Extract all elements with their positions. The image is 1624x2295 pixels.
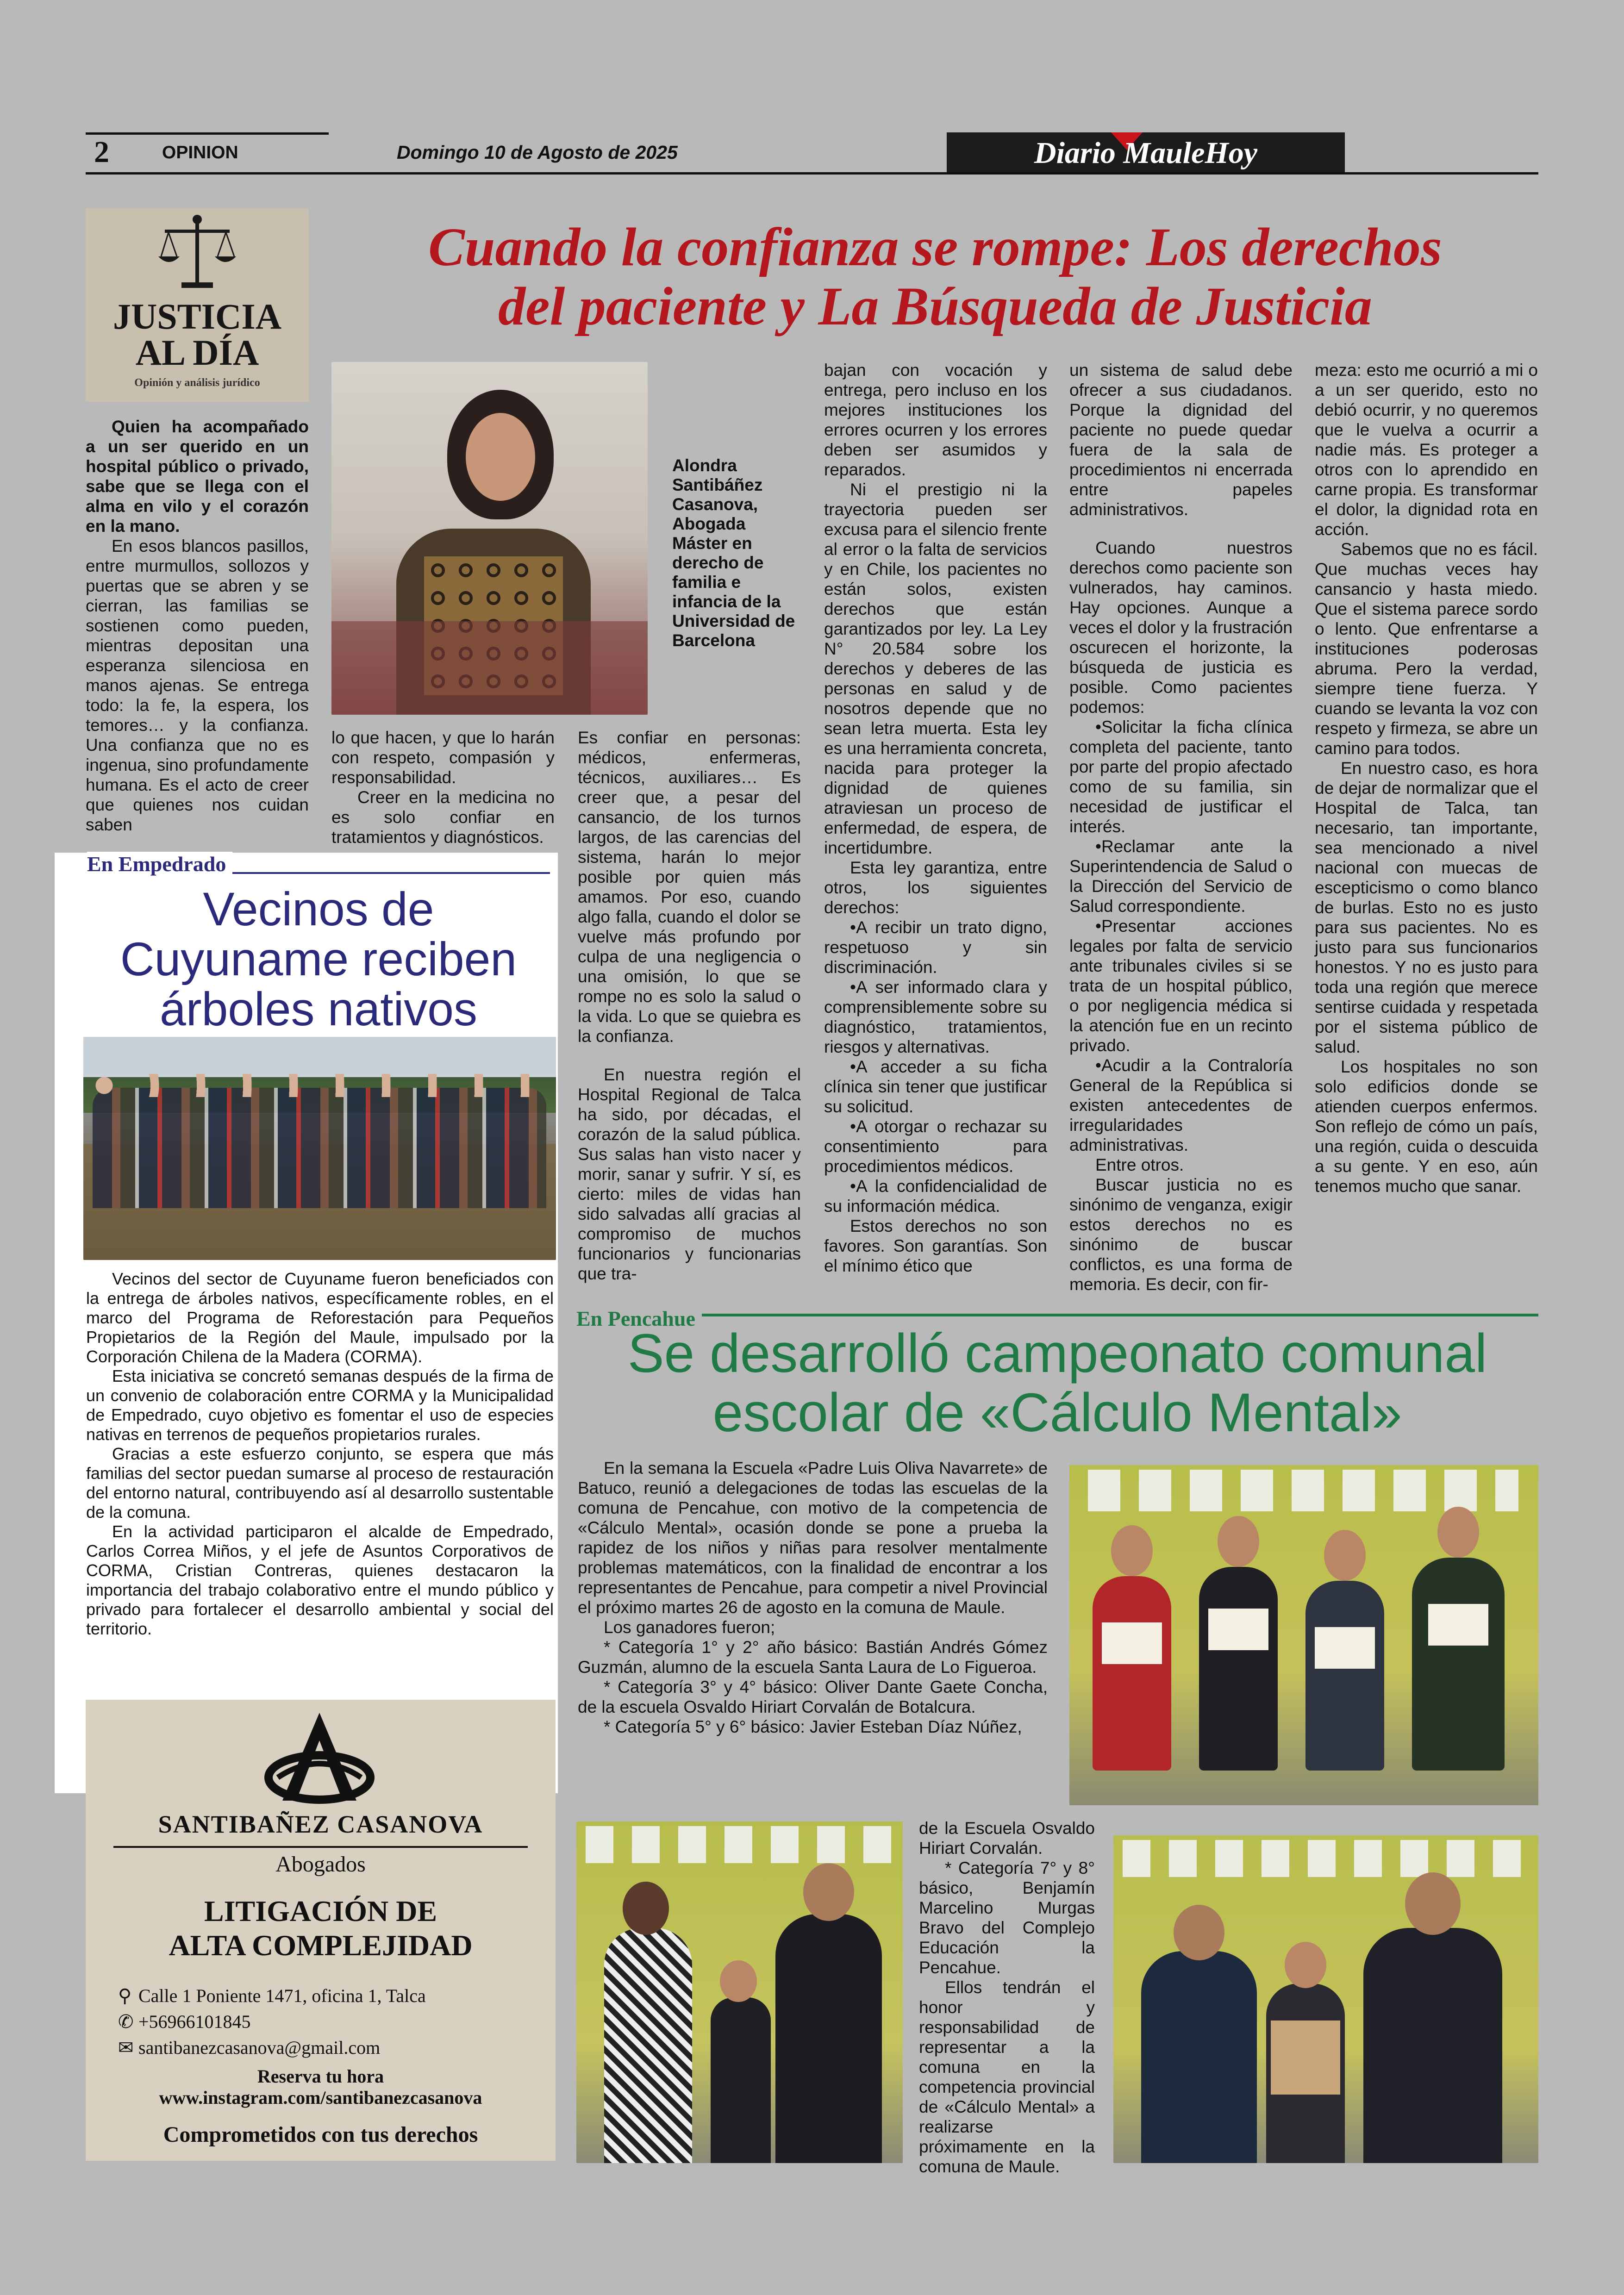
ad-cta: Reserva tu hora: [257, 2066, 384, 2087]
pencahue-winner: * Categoría 7° y 8° básico, Benjamín Marcelino Murgas Bravo del Complejo Educación la Pencahue.: [919, 1858, 1095, 1977]
empedrado-box: [55, 853, 558, 1793]
main-headline: [324, 218, 1546, 336]
article-column-6: [1315, 360, 1538, 1196]
ad-instagram: www.instagram.com/santibanezcasanova: [159, 2087, 482, 2108]
ad-phone-row: [118, 2009, 535, 2035]
empedrado-text: [86, 1269, 554, 1639]
pencahue-kicker: En Pencahue: [576, 1306, 702, 1331]
article-column-2: [331, 728, 555, 847]
phone-icon: ✆: [118, 2011, 134, 2032]
empedrado-paragraph: En la actividad participaron el alcalde de Empedrado, Carlos Correa Miños, y el jefe de Asuntos Corporativos de CORMA, Cristian Contreras, quienes destacaron la importancia del trabajo colaborativo entre el mundo público y privado para fortalecer el desarrollo ambiental y social del territorio.: [86, 1522, 554, 1638]
page-number: 2: [94, 135, 109, 169]
author-photo: [331, 362, 648, 715]
article-paragraph: En nuestra región el Hospital Regional de Talca ha sido, por décadas, el corazón de la salud pública. Sus salas han visto nacer y morir, sanar y sufrir. Y sí, es cierto: miles de vidas han sido salvadas allí gracias al compromiso de muchos funcionarios y funcionarias que tra-: [578, 1065, 801, 1283]
ad-subtitle: Abogados: [275, 1852, 366, 1877]
article-paragraph: Cuando nuestros derechos como paciente son vulnerados, hay caminos. Hay opciones. Aunque a veces el dolor y la frustración oscurecen el horizonte, la búsqueda de justicia es posible. Como pacientes podemos:: [1069, 538, 1293, 717]
rights-bullet: •A acceder a su ficha clínica sin tener que justificar su solicitud.: [824, 1057, 1047, 1116]
pencahue-text-main: [578, 1458, 1048, 1737]
header-rule-short: [86, 132, 329, 135]
action-bullet: •Acudir a la Contraloría General de la República si existen antecedentes de irregularidades administrativas.: [1069, 1056, 1293, 1154]
action-bullet: •Reclamar ante la Superintendencia de Salud o la Dirección del Servicio de Salud correspondiente.: [1069, 837, 1293, 916]
article-column-1: [86, 417, 309, 835]
pencahue-photo-winners: [1069, 1465, 1538, 1805]
article-paragraph: En esos blancos pasillos, entre murmullos, sollozos y puertas que se abren y se cierran, las familias se sostienen como pueden, mientras depositan una esperanza silenciosa en manos ajenas. Se entrega todo: la fe, la espera, los temores… y la confianza. Una confianza que no es ingenua, sino profundamente humana. Es el acto de creer que quienes nos cuidan saben: [86, 536, 309, 834]
logo-line1: JUSTICIA: [112, 296, 282, 337]
empedrado-headline: [87, 884, 550, 1034]
article-paragraph: Sabemos que no es fácil. Que muchas veces hay cansancio y hasta miedo. Que el sistema parece sordo o lento. Que enfrentarse a instituciones poderosas abruma. Pero la verdad, siempre tiene fuerza. Y cuando se levanta la voz con respeto y firmeza, se abre un camino para todos.: [1315, 540, 1538, 758]
monogram-logo-icon: [250, 1708, 389, 1810]
ad-email-row: [118, 2035, 535, 2061]
masthead-title: Diario MauleHoy: [1034, 136, 1258, 170]
article-paragraph: meza: esto me ocurrió a mi o a un ser querido, esto no debió ocurrir, y no queremos que le vuelva a ocurrir a nadie más. Es proteger a otros con lo aprendido en carne propia. Es transformar el dolor, la dignidad rota en acción.: [1315, 361, 1538, 539]
law-firm-ad: [86, 1700, 556, 2161]
empedrado-photo: [83, 1037, 556, 1260]
pencahue-winner: * Categoría 3° y 4° básico: Oliver Dante Gaete Concha, de la escuela Osvaldo Hiriart Corvalán de Botalcura.: [578, 1678, 1048, 1716]
pencahue-photo-right: [1113, 1835, 1538, 2163]
article-paragraph: Buscar justicia no es sinónimo de venganza, exigir estos derechos no es sinónimo de buscar conflictos, es una forma de memoria. Es decir, con fir-: [1069, 1175, 1293, 1294]
article-paragraph: bajan con vocación y entrega, pero incluso en los mejores instituciones los errores ocurren y los errores deben ser asumidos y reparados.: [824, 361, 1047, 479]
empedrado-paragraph: Esta iniciativa se concretó semanas después de la firma de un convenio de colaboración entre CORMA y la Municipalidad de Empedrado, cuyo objetivo es fomentar el uso de especies nativas en terrenos de pequeños propietarios rurales.: [86, 1366, 554, 1444]
main-headline-line2: del paciente y La Búsqueda de Justicia: [498, 276, 1372, 337]
pencahue-headline: [576, 1324, 1538, 1442]
ad-slogan: Comprometidos con tus derechos: [163, 2122, 478, 2147]
article-column-5: [1069, 360, 1293, 1294]
ad-phone: +56966101845: [138, 2011, 251, 2032]
article-column-4: [824, 360, 1047, 1276]
article-paragraph: Creer en la medicina no es solo confiar en tratamientos y diagnósticos.: [331, 788, 555, 847]
pencahue-paragraph: de la Escuela Osvaldo Hiriart Corvalán.: [919, 1819, 1095, 1858]
date-line: Domingo 10 de Agosto de 2025: [397, 142, 678, 163]
pencahue-photo-left: [576, 1821, 903, 2163]
article-paragraph: Estos derechos no son favores. Son garantías. Son el mínimo ético que: [824, 1216, 1047, 1275]
article-paragraph: lo que hacen, y que lo harán con respeto, compasión y responsabilidad.: [331, 728, 555, 787]
article-paragraph: Entre otros.: [1095, 1155, 1184, 1174]
header-rule: [86, 172, 1538, 175]
pencahue-headline-line1: Se desarrolló campeonato comunal: [627, 1323, 1487, 1384]
article-paragraph: Ni el prestigio ni la trayectoria pueden ser excusa para el silencio frente al error o la falta de servicios y en Chile, los pacientes no están solos, existen derechos que están garantizados por ley. La Ley N° 20.584 sobre los derechos y deberes de las personas en salud y de nosotros depende que no sean letra muerta. Esta ley es una herramienta concreta, nacida para proteger la dignidad de quienes atraviesan un proceso de enfermedad, de espera, de incertidumbre.: [824, 480, 1047, 857]
empedrado-headline-line3: árboles nativos: [159, 983, 478, 1035]
masthead: [947, 132, 1345, 172]
ad-firm-name: SANTIBAÑEZ CASANOVA: [158, 1810, 483, 1838]
action-bullet: •Presentar acciones legales por falta de servicio ante tribunales civiles si se trata de un hospital público, o por negligencia médica si la atención fue en un recinto privado.: [1069, 917, 1293, 1055]
page-header: [86, 130, 1538, 176]
main-headline-line1: Cuando la confianza se rompe: Los derechos: [428, 217, 1442, 277]
article-paragraph: Los hospitales no son solo edificios donde se atienden cuerpos enfermos. Son reflejo de cómo un país, una región, cuida o descuida a su gente. Y en eso, aún tenemos mucho que sanar.: [1315, 1057, 1538, 1196]
justicia-logo: [86, 208, 309, 402]
email-icon: ✉: [118, 2037, 134, 2058]
article-paragraph: Es confiar en personas: médicos, enfermeras, técnicos, auxiliares… Es creer que, a pesar del cansancio, de los turnos largos, de las carencias del sistema, harán lo mejor posible por quien más amamos. Por eso, cuando algo falla, cuando el dolor se vuelve más profundo por culpa de una negligencia o una omisión, lo que se rompe no es solo la salud o la vida. Lo que se quiebra es la confianza.: [578, 728, 801, 1046]
pencahue-paragraph: En la semana la Escuela «Padre Luis Oliva Navarrete» de Batuco, reunió a delegaciones de todas las escuelas de la comuna de Pencahue, con motivo de la competencia de «Cálculo Mental», ocasión donde se pone a prueba la rapidez de los niños y niñas para resolver mentalmente problemas matemáticos, con la finalidad de encontrar a los representantes de Pencahue, para competir a nivel Provincial el próximo martes 26 de agosto en la comuna de Maule.: [578, 1459, 1048, 1617]
rights-bullet: •A recibir un trato digno, respetuoso y sin discriminación.: [824, 918, 1047, 977]
rights-bullet: •A ser informado clara y comprensiblemente sobre su diagnóstico, tratamientos, riesgos y alternativas.: [824, 978, 1047, 1056]
ad-headline-line1: LITIGACIÓN DE: [204, 1895, 437, 1927]
ad-address: Calle 1 Poniente 1471, oficina 1, Talca: [138, 1985, 426, 2006]
ad-contact-list: [118, 1983, 535, 2061]
empedrado-paragraph: Vecinos del sector de Cuyuname fueron beneficiados con la entrega de árboles nativos, específicamente robles, en el marco del Programa de Reforestación para Pequeños Propietarios de la Región del Maule, impulsado por la Corporación Chilena de la Madera (CORMA).: [86, 1269, 554, 1366]
ad-divider: [113, 1846, 528, 1848]
pencahue-rule: [576, 1314, 1538, 1316]
logo-tagline: Opinión y análisis jurídico: [134, 377, 260, 389]
pencahue-text-narrow: [919, 1818, 1095, 2177]
article-lead: Quien ha acompañado a un ser querido en un hospital público o privado, sabe que se llega con el alma en vilo y el corazón en la mano.: [86, 417, 309, 536]
ad-email: santibanezcasanova@gmail.com: [138, 2037, 381, 2058]
rights-bullet: •A otorgar o rechazar su consentimiento para procedimientos médicos.: [824, 1117, 1047, 1176]
pencahue-winner: * Categoría 5° y 6° básico: Javier Esteban Díaz Núñez,: [604, 1717, 1022, 1736]
pencahue-winner: * Categoría 1° y 2° año básico: Bastián Andrés Gómez Guzmán, alumno de la escuela Santa Laura de Lo Figueroa.: [578, 1638, 1048, 1677]
empedrado-headline-line1: Vecinos de: [203, 883, 434, 935]
pencahue-paragraph: Los ganadores fueron;: [604, 1618, 775, 1637]
ad-headline-line2: ALTA COMPLEJIDAD: [169, 1929, 473, 1962]
empedrado-kicker: En Empedrado: [87, 852, 232, 876]
author-caption: Alondra Santibáñez Casanova, Abogada Máster en derecho de familia e infancia de la Universidad de Barcelona: [672, 456, 795, 650]
section-label: OPINION: [162, 143, 238, 162]
scales-of-justice-icon: [156, 214, 239, 293]
ad-address-row: [118, 1983, 535, 2009]
empedrado-paragraph: Gracias a este esfuerzo conjunto, se espera que más familias del sector puedan sumarse al proceso de restauración del entorno natural, contribuyendo así al desarrollo sustentable de la comuna.: [86, 1444, 554, 1522]
article-column-3: [578, 728, 801, 1284]
ad-headline: [86, 1894, 556, 1963]
action-bullet: •Solicitar la ficha clínica completa del paciente, tanto por parte del propio afectado como de su familia, sin necesidad de justificar el interés.: [1069, 717, 1293, 836]
pencahue-paragraph: Ellos tendrán el honor y responsabilidad de representar a la comuna en la competencia provincial de «Cálculo Mental» a realizarse próximamente en la comuna de Maule.: [919, 1978, 1095, 2176]
logo-line2: AL DÍA: [135, 332, 259, 373]
article-paragraph: Esta ley garantiza, entre otros, los siguientes derechos:: [824, 858, 1047, 917]
rights-bullet: •A la confidencialidad de su información médica.: [824, 1177, 1047, 1216]
article-paragraph: En nuestro caso, es hora de dejar de normalizar que el Hospital de Talca, tan necesario, tan importante, sea mencionado a nivel nacional con muecas de escepticismo o como blanco de burlas. Esto no es justo para sus pacientes. No es justo para sus funcionarios honestos. Y no es justo para toda una región que merece sentirse cuidada y respetada por el sistema público de salud.: [1315, 759, 1538, 1056]
article-paragraph: un sistema de salud debe ofrecer a sus ciudadanos. Porque la dignidad del paciente no puede quedar fuera de la sala de procedimientos ni encerrada entre papeles administrativos.: [1069, 361, 1293, 519]
pencahue-headline-line2: escolar de «Cálculo Mental»: [712, 1382, 1402, 1443]
location-pin-icon: ⚲: [118, 1985, 132, 2006]
empedrado-headline-line2: Cuyuname reciben: [120, 933, 517, 985]
